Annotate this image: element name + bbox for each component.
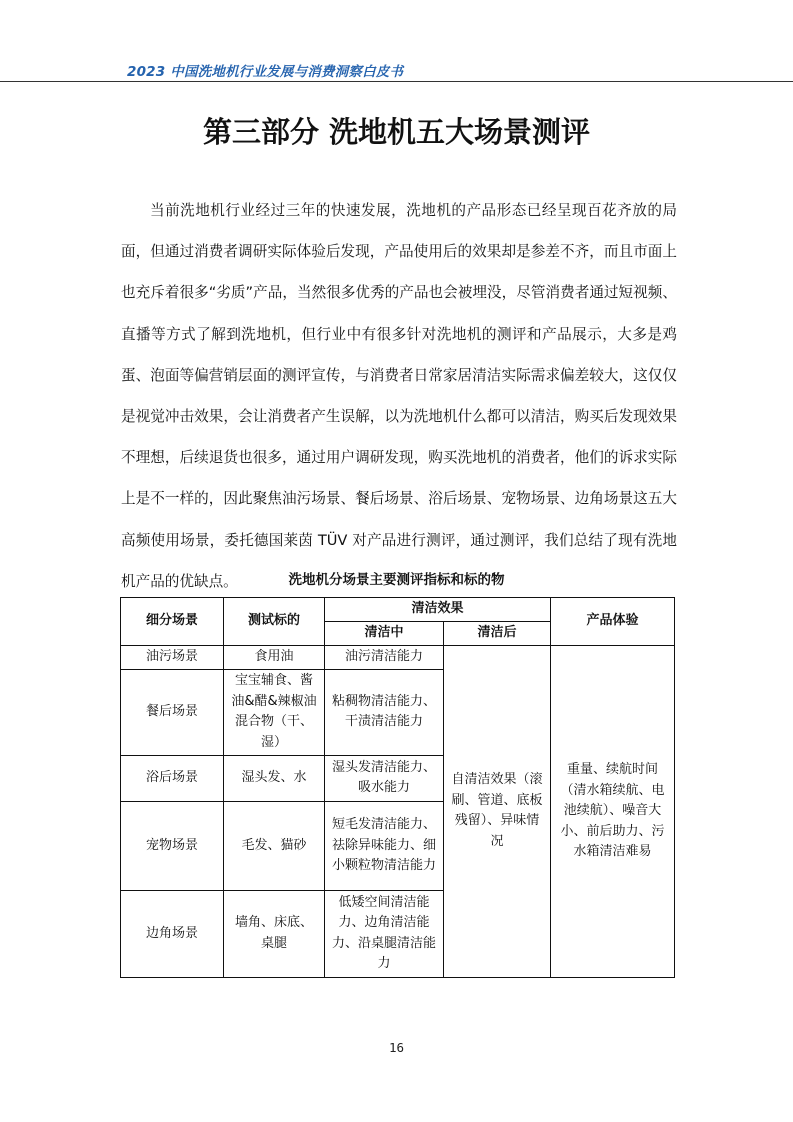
evaluation-table xyxy=(120,597,675,978)
row-target: 墙角、床底、桌腿 xyxy=(224,890,325,977)
body-paragraph: 当前洗地机行业经过三年的快速发展，洗地机的产品形态已经呈现百花齐放的局面，但通过消费者调研实际体验后发现，产品使用后的效果却是参差不齐，而且市面上也充斥着很多“劣质”产品，当然很多优秀的产品也会被埋没，尽管消费者通过短视频、直播等方式了解到洗地机，但行业中有很多针对洗地机的测评和产品展示，大多是鸡蛋、泡面等偏营销层面的测评宣传，与消费者日常家居清洁实际需求偏差较大，这仅仅是视觉冲击效果，会让消费者产生误解，以为洗地机什么都可以清洁，购买后发现效果不理想，后续退货也很多，通过用户调研发现，购买洗地机的消费者，他们的诉求实际上是不一样的，因此聚焦油污场景、餐后场景、浴后场景、宠物场景、边角场景这五大高频使用场景，委托德国莱茵 TÜV 对产品进行测评，通过测评，我们总结了现有洗地机产品的优缺点。 xyxy=(121,202,677,590)
row-scene: 边角场景 xyxy=(121,890,224,977)
row-target: 毛发、猫砂 xyxy=(224,801,325,890)
row-scene: 浴后场景 xyxy=(121,755,224,801)
row-during: 油污清洁能力 xyxy=(325,645,444,669)
header-scene: 细分场景 xyxy=(121,598,224,646)
header-during: 清洁中 xyxy=(325,621,444,645)
row-scene: 餐后场景 xyxy=(121,669,224,755)
header-after: 清洁后 xyxy=(444,621,551,645)
page-number: 16 xyxy=(388,1040,405,1055)
row-target: 湿头发、水 xyxy=(224,755,325,801)
header-target: 测试标的 xyxy=(224,598,325,646)
row-scene: 宠物场景 xyxy=(121,801,224,890)
row-target: 食用油 xyxy=(224,645,325,669)
row-during: 短毛发清洁能力、祛除异味能力、细小颗粒物清洁能力 xyxy=(325,801,444,890)
row-scene: 油污场景 xyxy=(121,645,224,669)
row-during: 粘稠物清洁能力、干渍清洁能力 xyxy=(325,669,444,755)
row-target: 宝宝辅食、酱油&醋&辣椒油混合物（干、湿） xyxy=(224,669,325,755)
cell-experience-merged: 重量、续航时间（清水箱续航、电池续航）、噪音大小、前后助力、污水箱清洁难易 xyxy=(551,645,675,977)
header-divider xyxy=(0,81,793,82)
table-caption: 洗地机分场景主要测评指标和标的物 xyxy=(288,572,505,588)
table-row xyxy=(121,645,675,669)
row-during: 低矮空间清洁能力、边角清洁能力、沿桌腿清洁能力 xyxy=(325,890,444,977)
row-during: 湿头发清洁能力、吸水能力 xyxy=(325,755,444,801)
header-experience: 产品体验 xyxy=(551,598,675,646)
section-title: 第三部分 洗地机五大场景测评 xyxy=(202,115,591,149)
header-cleaning-effect: 清洁效果 xyxy=(325,598,551,622)
document-header-title: 2023 中国洗地机行业发展与消费洞察白皮书 xyxy=(127,64,404,80)
cell-after-merged: 自清洁效果（滚刷、管道、底板残留）、异味情况 xyxy=(444,645,551,977)
